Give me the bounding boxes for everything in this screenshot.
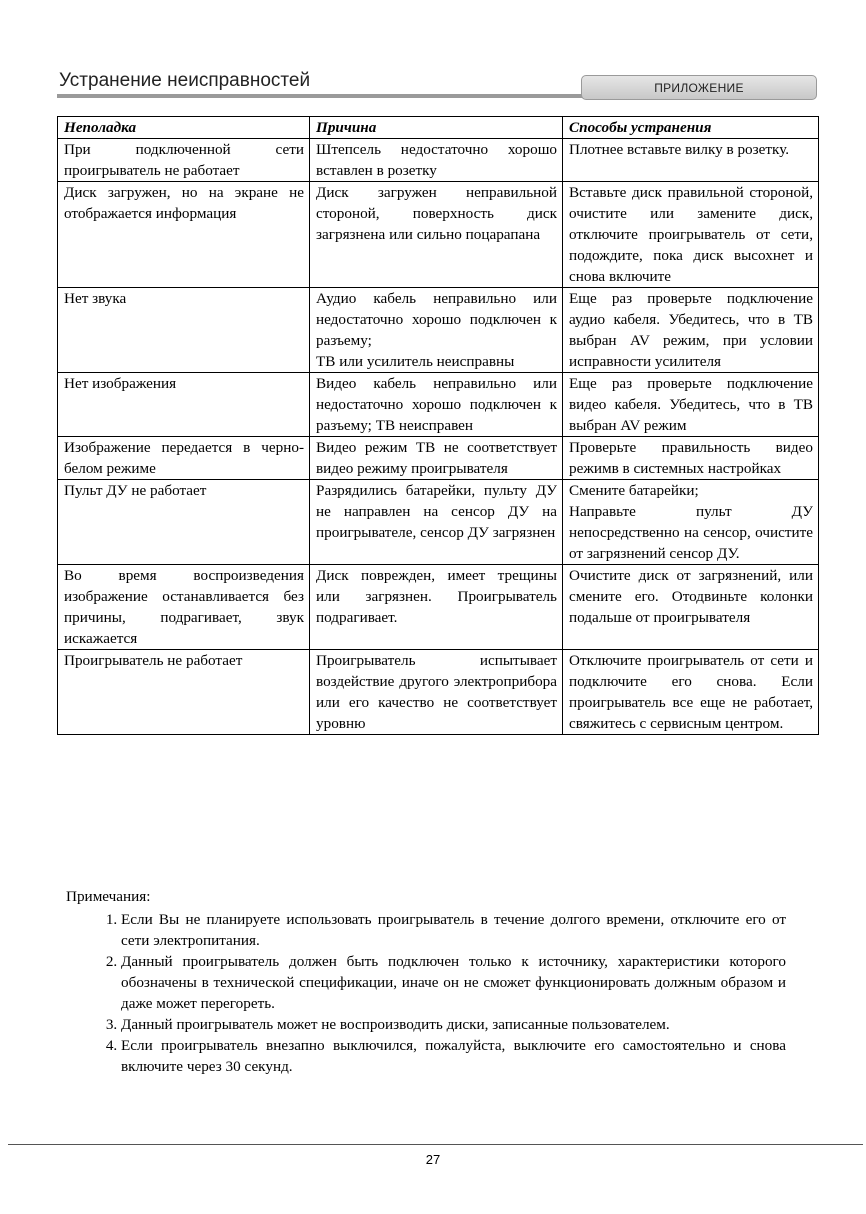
table-row — [58, 437, 819, 480]
solution-cell: Отключите проигрыватель от сети и подключите его снова. Если проигрыватель все еще не работает, свяжитесь с сервисным центром. — [563, 650, 819, 735]
column-header: Причина — [310, 117, 563, 139]
note-item: 4. Если проигрыватель внезапно выключился, пожалуйста, выключите его самостоятельно и снова включите через 30 секунд. — [121, 1035, 786, 1077]
solution-cell: Вставьте диск правильной стороной, очистите или замените диск, отключите проигрыватель от сети, подождите, пока диск высохнет и снова включите — [563, 182, 819, 288]
cause-cell: Аудио кабель неправильно или недостаточно хорошо подключен к разъему; ТВ или усилитель неисправны — [310, 288, 563, 373]
solution-cell: Проверьте правильность видео режимв в системных настройках — [563, 437, 819, 480]
note-item: 2. Данный проигрыватель должен быть подключен только к источнику, характеристики которого обозначены в технической спецификации, иначе он не сможет функционировать должным образом и даже может перегореть. — [121, 951, 786, 1014]
table-row — [58, 288, 819, 373]
notes-title: Примечания: — [66, 888, 151, 905]
note-item: 3. Данный проигрыватель может не воспроизводить диски, записанные пользователем. — [121, 1014, 786, 1035]
problem-cell: Проигрыватель не работает — [58, 650, 310, 735]
page-title: Устранение неисправностей — [59, 70, 311, 91]
table-row — [58, 182, 819, 288]
note-item: 1. Если Вы не планируете использовать проигрыватель в течение долгого времени, отключите его от сети электропитания. — [121, 909, 786, 951]
cause-cell: Диск поврежден, имеет трещины или загрязнен. Проигрыватель подрагивает. — [310, 565, 563, 650]
column-header: Способы устранения — [563, 117, 819, 139]
section-badge: ПРИЛОЖЕНИЕ — [581, 75, 817, 100]
solution-cell: Очистите диск от загрязнений, или смените его. Отодвиньте колонки подальше от проигрывателя — [563, 565, 819, 650]
troubleshooting-table — [57, 116, 819, 735]
cause-cell: Видео режим ТВ не соответствует видео режиму проигрывателя — [310, 437, 563, 480]
table-row — [58, 565, 819, 650]
page-number: 27 — [425, 1152, 441, 1167]
cause-cell: Разрядились батарейки, пульту ДУ не направлен на сенсор ДУ на проигрывателе, сенсор ДУ загрязнен — [310, 480, 563, 565]
table-row — [58, 139, 819, 182]
footer-divider — [8, 1144, 863, 1145]
header-divider — [57, 94, 582, 98]
cause-cell: Видео кабель неправильно или недостаточно хорошо подключен к разъему; ТВ неисправен — [310, 373, 563, 437]
table-row — [58, 650, 819, 735]
cause-cell: Проигрыватель испытывает воздействие другого электроприбора или его качество не соответствует уровню — [310, 650, 563, 735]
problem-cell: Диск загружен, но на экране не отображается информация — [58, 182, 310, 288]
problem-cell: Изображение передается в черно-белом режиме — [58, 437, 310, 480]
solution-cell: Плотнее вставьте вилку в розетку. — [563, 139, 819, 182]
problem-cell: Во время воспроизведения изображение останавливается без причины, подрагивает, звук искажается — [58, 565, 310, 650]
problem-cell: Пульт ДУ не работает — [58, 480, 310, 565]
problem-cell: При подключенной сети проигрыватель не работает — [58, 139, 310, 182]
table-row — [58, 480, 819, 565]
cause-cell: Штепсель недостаточно хорошо вставлен в розетку — [310, 139, 563, 182]
table-row — [58, 373, 819, 437]
column-header: Неполадка — [58, 117, 310, 139]
problem-cell: Нет звука — [58, 288, 310, 373]
notes-list — [66, 909, 786, 1077]
solution-cell: Смените батарейки; Направьте пульт ДУ непосредственно на сенсор, очистите от загрязнений сенсор ДУ. — [563, 480, 819, 565]
problem-cell: Нет изображения — [58, 373, 310, 437]
table-header-row — [58, 117, 819, 139]
notes-section — [66, 886, 786, 1077]
cause-cell: Диск загружен неправильной стороной, поверхность диск загрязнена или сильно поцарапана — [310, 182, 563, 288]
solution-cell: Еще раз проверьте подключение видео кабеля. Убедитесь, что в ТВ выбран AV режим — [563, 373, 819, 437]
solution-cell: Еще раз проверьте подключение аудио кабеля. Убедитесь, что в ТВ выбран AV режим, при условии исправности усилителя — [563, 288, 819, 373]
